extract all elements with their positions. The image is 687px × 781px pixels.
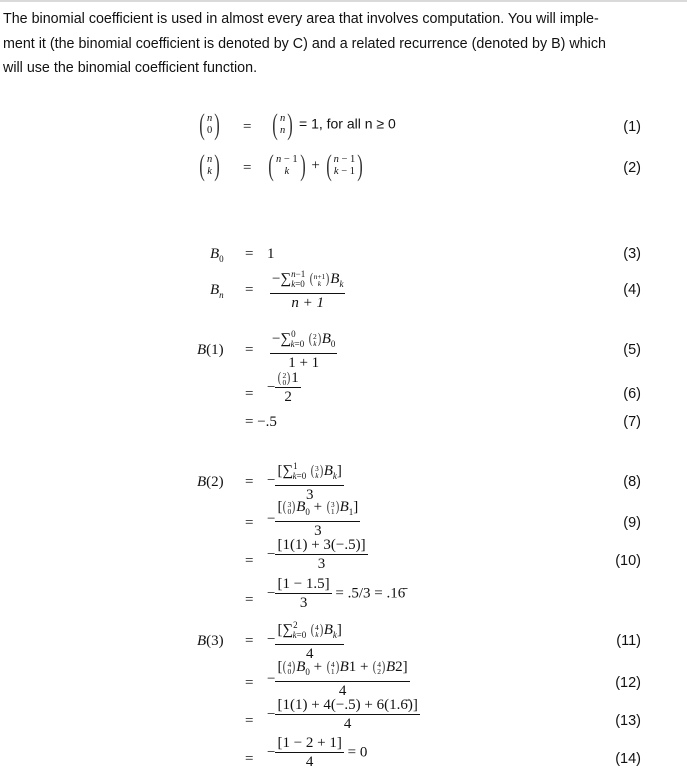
eq-number: (1) [623, 119, 641, 135]
eq-number: (6) [623, 386, 641, 402]
intro-line-1: The binomial coefficient is used in almost every area that involves computation. You will imple- [3, 11, 599, 27]
eq-number: (14) [615, 751, 641, 767]
eq1-rhs: ( n n) = 1, for all n ≥ 0 [272, 108, 396, 141]
eq11-lhs: B(3) [197, 633, 224, 649]
eq5-lhs: B(1) [197, 342, 224, 358]
eq12-rhs: − [(4 $0)B_0 + (4$ 1)B1 + (4 2)B2] 4 [267, 659, 408, 699]
eq-number: (13) [615, 713, 641, 729]
eq-number: (9) [623, 515, 641, 531]
intro-line-3: will use the binomial coefficient function. [3, 60, 258, 76]
eq14-rhs: − $\frac{[1 - 2 + 1]}{4}$ = 0 [267, 735, 368, 770]
eq3-lhs: $B_0$ [210, 246, 224, 264]
eq-number: (2) [623, 160, 641, 176]
eq-number: (5) [623, 342, 641, 358]
eq4-rhs: −∑$^{n-1}_{k=0}$ (n+1 k )$B_k$ n + 1 [270, 266, 345, 312]
eq2-rhs: ( n − 1 k ) + ( n − 1 k − 1) [268, 149, 364, 182]
eq2-lhs: ( n k) [199, 149, 220, 182]
eq-number: (4) [623, 282, 641, 298]
eq13-rhs: − $\frac{[1(1) + 4(-.5) + 6(1.6̄)]}{4}$ [267, 697, 418, 732]
eq1-lhs: ( n 0) [199, 108, 220, 141]
eq5-rhs: −∑$^0_{k=0}$ (2 $k)B_0$ 1 + 1 [270, 326, 337, 372]
eq-number: (11) [616, 633, 641, 649]
eq10-rhs: − $\frac{[1(1) + 3(-.5)]}{3}$ [267, 537, 366, 572]
eq-number: (7) [623, 414, 641, 430]
eq-number: (12) [615, 675, 641, 691]
eq8-rhs: − [∑$^1_{k=0}$ (3 $k)B_k$] 3 [267, 458, 344, 504]
eq7: = −.5 [245, 414, 277, 430]
eq10b-rhs: − $\frac{[1 - 1.5]}{3}$ = .5/3 = .16̄ [267, 576, 406, 611]
eq-number: (10) [615, 553, 641, 569]
eq9-rhs: − [(3 $0)B_0 + (3$ $1)B_1$] 3 [267, 499, 359, 539]
eq-number: (8) [623, 474, 641, 490]
eq-number: (3) [623, 246, 641, 262]
eq4-lhs: $B_n$ [210, 282, 224, 300]
intro-line-2: ment it (the binomial coefficient is denoted by C) and a related recurrence (denoted by B) which [3, 35, 606, 52]
intro-paragraph [3, 7, 643, 81]
eq6-rhs: − (2 0)1 2 [267, 370, 299, 405]
eq8-lhs: B(2) [197, 474, 224, 490]
eq3-rhs: 1 [267, 246, 275, 262]
eq11-rhs: − [∑$^2_{k=0}$ (4 $k)B_k$] 4 [267, 617, 344, 663]
top-divider [0, 0, 687, 2]
